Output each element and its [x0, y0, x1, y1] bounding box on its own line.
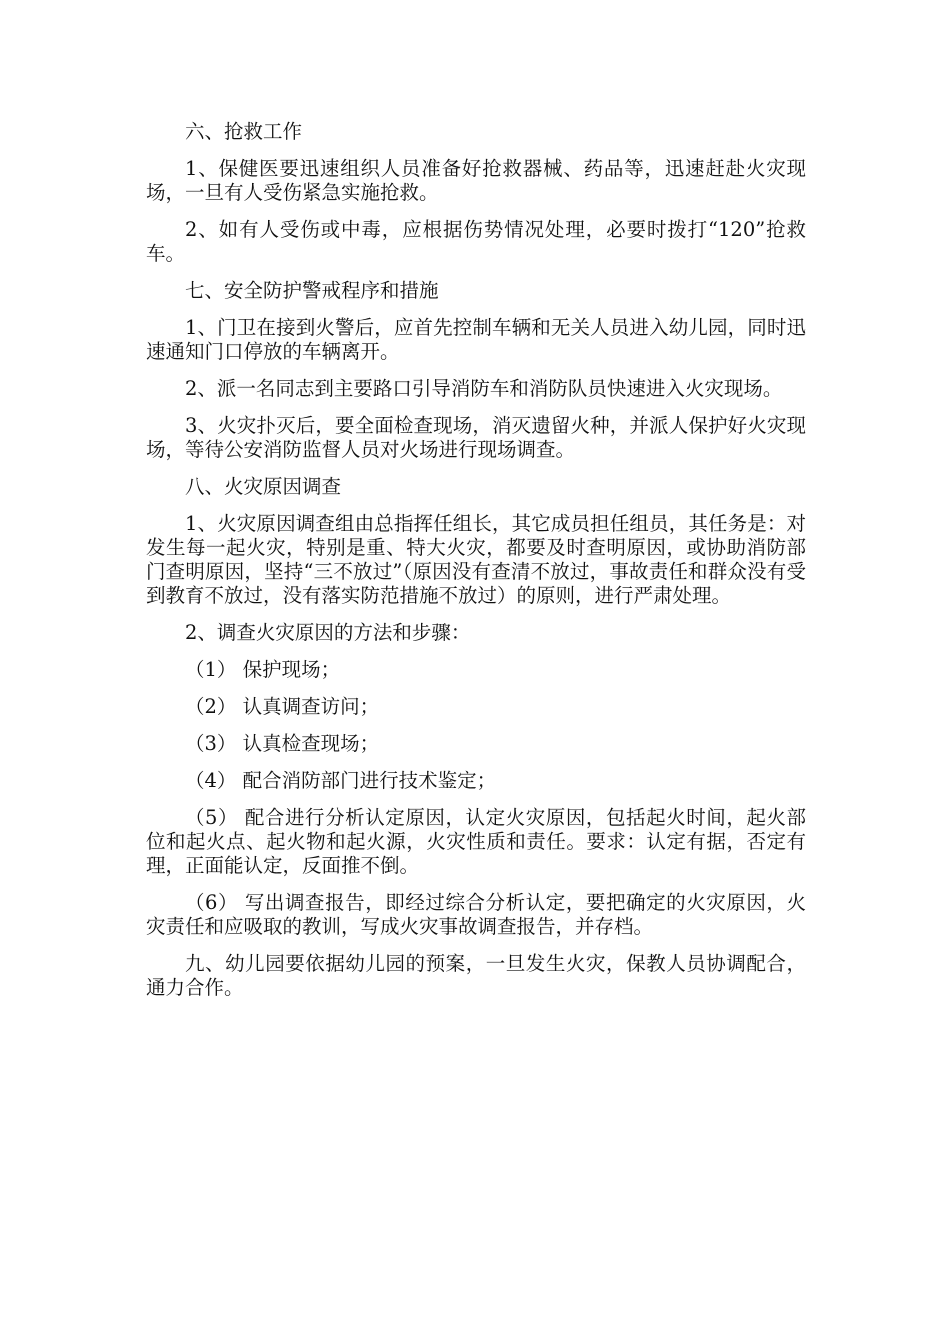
document-page	[146, 120, 806, 1013]
paragraph: 九、幼儿园要依据幼儿园的预案，一旦发生火灾，保教人员协调配合，通力合作。	[146, 952, 806, 999]
paragraph: 1、火灾原因调查组由总指挥任组长，其它成员担任组员，其任务是：对发生每一起火灾，特别是重、特大火灾，都要及时查明原因，或协助消防部门查明原因，坚持“三不放过”（原因没有查清不放过，事故责任和群众没有受到教育不放过，没有落实防范措施不放过）的原则，进行严肃处理。	[146, 512, 806, 607]
section-heading-investigation: 八、火灾原因调查	[185, 475, 342, 498]
paragraph: 3、火灾扑灭后，要全面检查现场，消灭遗留火种，并派人保护好火灾现场，等待公安消防监督人员对火场进行现场调查。	[146, 414, 806, 461]
paragraph: 2、调查火灾原因的方法和步骤：	[185, 621, 471, 644]
list-item: （4） 配合消防部门进行技术鉴定；	[185, 769, 497, 792]
list-item: （6） 写出调查报告，即经过综合分析认定，要把确定的火灾原因，火灾责任和应吸取的教训，写成火灾事故调查报告，并存档。	[146, 891, 806, 938]
list-item: （3） 认真检查现场；	[185, 732, 380, 755]
paragraph: 1、保健医要迅速组织人员准备好抢救器械、药品等，迅速赶赴火灾现场，一旦有人受伤紧急实施抢救。	[146, 157, 806, 204]
list-item: （2） 认真调查访问；	[185, 695, 380, 718]
list-item: （1） 保护现场；	[185, 658, 341, 681]
list-item: （5） 配合进行分析认定原因，认定火灾原因，包括起火时间，起火部位和起火点、起火物和起火源，火灾性质和责任。要求：认定有据，否定有理，正面能认定，反面推不倒。	[146, 806, 806, 877]
paragraph: 1、门卫在接到火警后，应首先控制车辆和无关人员进入幼儿园，同时迅速通知门口停放的车辆离开。	[146, 316, 806, 363]
paragraph: 2、如有人受伤或中毒，应根据伤势情况处理，必要时拨打“120”抢救车。	[146, 218, 806, 265]
paragraph: 2、派一名同志到主要路口引导消防车和消防队员快速进入火灾现场。	[185, 377, 783, 400]
section-heading-security: 七、安全防护警戒程序和措施	[185, 279, 439, 302]
section-heading-rescue: 六、抢救工作	[185, 120, 303, 143]
